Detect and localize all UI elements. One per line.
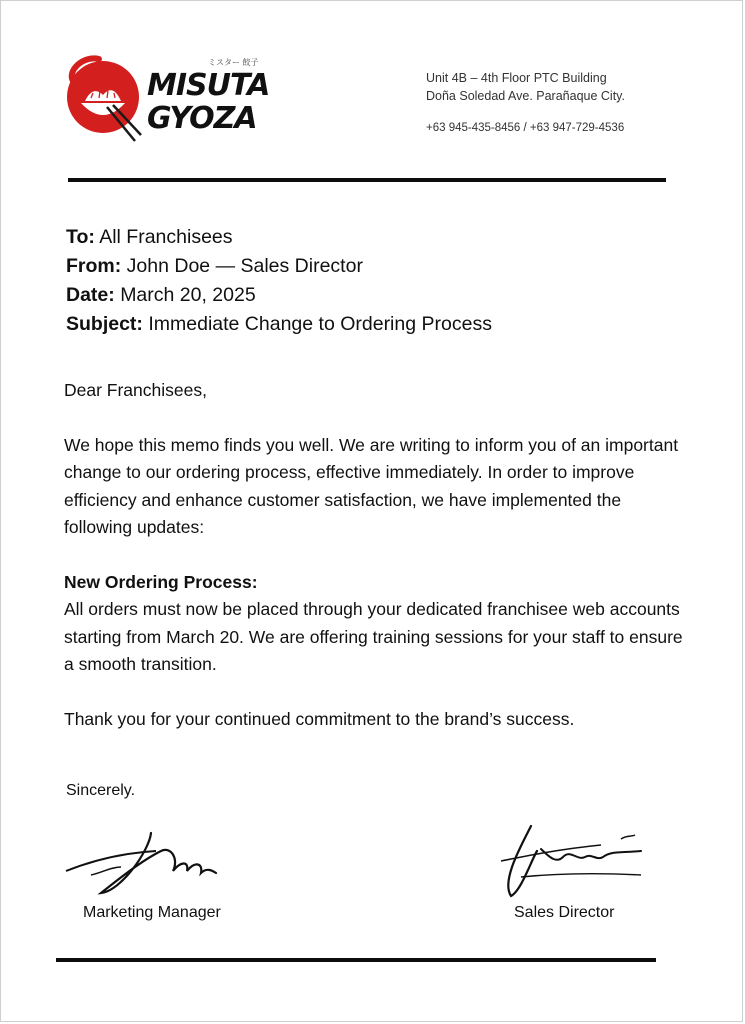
svg-text:ミスター 餃子: ミスター 餃子 bbox=[208, 58, 259, 67]
phone-numbers: +63 945-435-8456 / +63 947-729-4536 bbox=[426, 122, 625, 134]
brand-logo bbox=[63, 51, 273, 146]
date-label: Date: bbox=[66, 284, 115, 306]
signature-right-icon bbox=[491, 821, 661, 906]
date-value: March 20, 2025 bbox=[120, 284, 256, 306]
memo-date bbox=[66, 281, 492, 310]
address-line-1: Unit 4B – 4th Floor PTC Building bbox=[426, 71, 607, 85]
svg-text:MISUTA: MISUTA bbox=[147, 68, 270, 103]
section-heading: New Ordering Process: bbox=[64, 571, 258, 592]
memo-from bbox=[66, 252, 492, 281]
address-line-2: Doña Soledad Ave. Parañaque City. bbox=[426, 89, 625, 103]
to-value: All Franchisees bbox=[99, 226, 233, 248]
signature-title-left: Marketing Manager bbox=[83, 904, 221, 921]
thanks-paragraph: Thank you for your continued commitment to the brand’s success. bbox=[64, 708, 575, 729]
intro-paragraph: We hope this memo finds you well. We are writing to inform you of an important change to our ordering process, effective immediately. In order to improve efficiency and enhance customer satisfaction, we have implemented the following updates: bbox=[64, 434, 679, 537]
subject-value: Immediate Change to Ordering Process bbox=[148, 313, 492, 335]
closing: Sincerely. bbox=[66, 782, 136, 799]
greeting: Dear Franchisees, bbox=[64, 380, 207, 400]
signature-left-icon bbox=[61, 821, 231, 901]
memo-header bbox=[66, 223, 492, 339]
contact-block bbox=[426, 69, 625, 137]
header-divider bbox=[68, 178, 666, 182]
memo-to bbox=[66, 223, 492, 252]
subject-label: Subject: bbox=[66, 313, 143, 335]
to-label: To: bbox=[66, 226, 95, 248]
footer-divider bbox=[56, 958, 656, 962]
from-value: John Doe — Sales Director bbox=[126, 255, 363, 277]
section-paragraph: All orders must now be placed through your dedicated franchisee web accounts starting from March 20. We are offering training sessions for your staff to ensure a smooth transition. bbox=[64, 599, 683, 674]
signature-title-right: Sales Director bbox=[514, 904, 615, 921]
memo-subject bbox=[66, 310, 492, 339]
svg-text:GYOZA: GYOZA bbox=[147, 101, 257, 136]
from-label: From: bbox=[66, 255, 122, 277]
memo-body bbox=[64, 377, 694, 733]
